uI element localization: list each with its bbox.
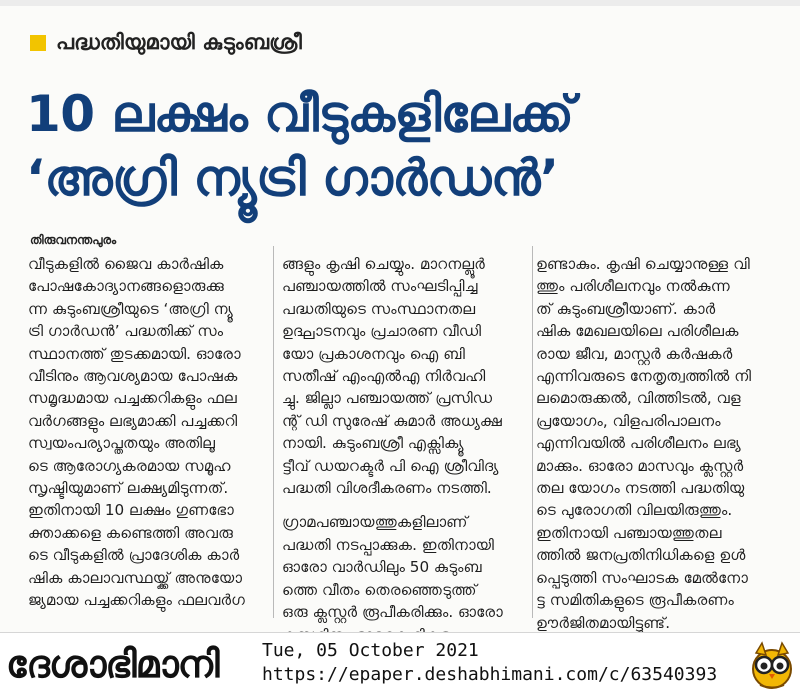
text-line: ത് കുടുംബശ്രീയാണ്. കാർ	[536, 299, 716, 318]
text-line: പഞ്ചായത്തിൽ സംഘടിപ്പിച്ച	[282, 277, 478, 296]
text-line: ച്ചു. ജില്ലാ പഞ്ചായത്ത് പ്രസിഡ	[282, 389, 493, 408]
text-line: രായ ജീവ, മാസ്റ്റർ കർഷകർ	[536, 344, 733, 363]
column-1	[28, 253, 270, 625]
text-line: ഷിക കാലാവസ്ഥയ്ക്ക് അനുയോ	[28, 568, 243, 587]
kicker	[30, 30, 302, 55]
text-line: ഒരു ക്ലസ്റ്റർ രൂപീകരിക്കും. ഓരോ	[282, 603, 503, 622]
publication-meta	[262, 639, 717, 687]
text-line: സൃഷ്ടിയുമാണ് ലക്ഷ്യമിടുന്നത്.	[28, 479, 229, 498]
text-line: ടെ ആരോഗ്യകരമായ സമൂഹ	[28, 456, 231, 475]
text-line: എന്നിവരുടെ നേതൃത്വത്തിൽ നി	[536, 367, 752, 386]
text-line: പദ്ധതി നടപ്പാക്കുക. ഇതിനായി	[282, 535, 494, 554]
text-line: ട്ടീവ് ഡയറക്ടർ പി ഐ ശ്രീവിദ്യ	[282, 456, 499, 475]
text-line: ക്താക്കളെ കണ്ടെത്തി അവരു	[28, 523, 234, 542]
paragraph-gap	[282, 499, 524, 511]
kicker-text: പദ്ധതിയുമായി കുടുംബശ്രീ	[56, 30, 303, 54]
article-body	[28, 253, 778, 632]
text-line: പ്പെടുത്തി സംഘാടക മേൽനോ	[536, 568, 748, 587]
publication-logo[interactable]: ദേശാഭിമാനി	[6, 642, 219, 686]
text-line: തല യോഗം നടത്തി പദ്ധതിയു	[536, 479, 745, 498]
text-line: ടെ പുരോഗതി വിലയിരുത്തും.	[536, 501, 733, 520]
text-line: വർഗങ്ങളും ലഭ്യമാക്കി പച്ചക്കറി	[28, 411, 238, 430]
dateline: തിരുവനന്തപുരം	[30, 233, 117, 247]
text-line: സ്വയംപര്യാപ്തതയും അതിലൂ	[28, 434, 216, 453]
text-line: ട്രി ഗാർഡൻ’ പദ്ധതിക്ക് സം	[28, 322, 224, 341]
text-line: ഓരോ വാർഡിലും 50 കുടുംബ	[282, 558, 482, 577]
text-line: ഗ്രാമപഞ്ചായത്തുകളിലാണ്	[282, 513, 468, 532]
text-line: ത്തും പരിശീലനവും നൽകുന്ന	[536, 277, 730, 296]
text-line: ത്തിൽ ജനപ്രതിനിധികളെ ഉൾ	[536, 546, 746, 565]
text-line: എന്നിവയിൽ പരിശീലനം ലഭ്യ	[536, 434, 741, 453]
text-line: ടെ വീടുകളിൽ പ്രാദേശിക കാർ	[28, 546, 240, 565]
owl-mascot-icon	[750, 641, 794, 689]
footer-bar	[0, 632, 800, 694]
kicker-square-icon	[30, 35, 46, 51]
text-line: പദ്ധതി വിശദീകരണം നടത്തി.	[282, 479, 492, 498]
text-line: പദ്ധതിയുടെ സംസ്ഥാനതല	[282, 299, 476, 318]
headline	[26, 82, 786, 210]
text-line: ജ്യമായ പച്ചക്കറികളും ഫലവർഗ	[28, 591, 245, 610]
text-line: ഉദ്ഘാടനവും പ്രചാരണ വീഡി	[282, 322, 482, 341]
text-line: ഉണ്ടാകും. കൃഷി ചെയ്യാനുള്ള വി	[536, 255, 750, 273]
text-line: സമൃദ്ധമായ പച്ചക്കറികളും ഫല	[28, 389, 237, 408]
text-line: സതീഷ് എംഎൽഎ നിർവഹി	[282, 367, 486, 386]
headline-line-1: 10 ലക്ഷം വീടുകളിലേക്ക്	[26, 85, 574, 143]
text-line: മാക്കും. ഓരോ മാസവും ക്ലസ്റ്റർ	[536, 456, 744, 475]
text-line: ഷിക മേഖലയിലെ പരിശീലക	[536, 322, 739, 341]
text-line: ത്തെ വീതം തെരഞ്ഞെടുത്ത്	[282, 580, 477, 599]
text-line: ങ്ങളും കൃഷി ചെയ്യും. മാറനല്ലൂർ	[282, 255, 485, 273]
text-line: ന്ന കുടുംബശ്രീയുടെ ‘അഗ്രി ന്യൂ	[28, 299, 233, 318]
text-line: ലമൊരുക്കൽ, വിത്തിടൽ, വള	[536, 389, 741, 408]
headline-line-2: ‘അഗ്രി ന്യൂട്രി ഗാർഡൻ’	[26, 149, 559, 207]
top-border	[0, 0, 800, 6]
column-3	[536, 253, 778, 632]
source-url[interactable]: https://epaper.deshabhimani.com/c/63540393	[262, 664, 718, 685]
column-2	[282, 253, 524, 625]
text-line: സ്ഥാനത്ത് തുടക്കമായി. ഓരോ	[28, 344, 241, 363]
text-line: ന്റ് ഡി സുരേഷ് കുമാർ അധ്യക്ഷ	[282, 411, 503, 430]
publication-date: Tue, 05 October 2021	[262, 640, 479, 661]
text-line: യോ പ്രകാശനവും ഐ ബി	[282, 344, 465, 363]
text-line: പ്രയോഗം, വിളപരിപാലനം	[536, 411, 721, 430]
text-line: ഇതിനായി 10 ലക്ഷം ഗുണഭോ	[28, 501, 234, 520]
text-line: നായി. കുടുംബശ്രീ എക്സിക്യൂ	[282, 434, 464, 453]
text-line: വീടിനും ആവശ്യമായ പോഷക	[28, 367, 238, 386]
text-line: ഊർജിതമായിട്ടുണ്ട്.	[536, 613, 671, 632]
text-line: ഇതിനായി പഞ്ചായത്തുതല	[536, 523, 722, 542]
text-line: വീടുകളിൽ ജൈവ കാർഷിക	[28, 255, 224, 273]
text-line: പോഷകോദ്യാനങ്ങളൊരുക്കു	[28, 277, 225, 296]
text-line: ട്ട സമിതികളുടെ രൂപീകരണം	[536, 591, 734, 610]
